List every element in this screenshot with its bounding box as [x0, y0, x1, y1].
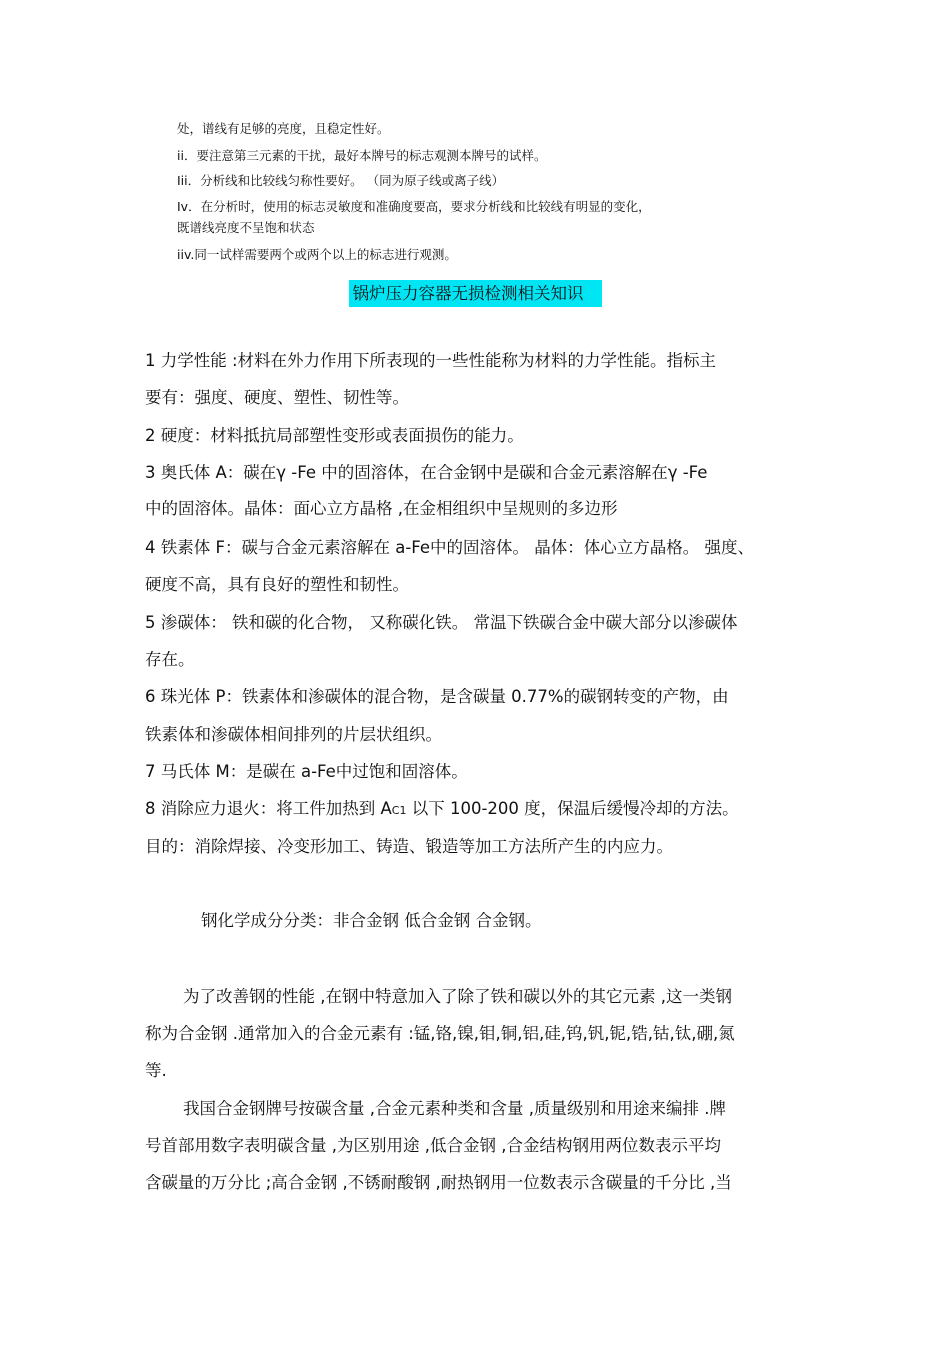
paragraph-line: 等.	[145, 1061, 167, 1080]
body-line: 1 力学性能 :材料在外力作用下所表现的一些性能称为材料的力学性能。指标主	[145, 351, 717, 370]
body-line: 要有：强度、硬度、塑性、韧性等。	[145, 388, 409, 407]
body-line: 5 渗碳体： 铁和碳的化合物， 又称碳化铁。 常温下铁碳合金中碳大部分以渗碳体	[145, 613, 738, 632]
body-line: 铁素体和渗碳体相间排列的片层状组织。	[145, 725, 442, 744]
intro-line: ii．要注意第三元素的干扰，最好本牌号的标志观测本牌号的试样。	[177, 148, 547, 163]
paragraph-line: 含碳量的万分比 ;高合金钢 ,不锈耐酸钢 ,耐热钢用一位数表示含碳量的千分比 ,当	[145, 1173, 732, 1192]
body-line: 7 马氏体 M：是碳在 a-Fe中过饱和固溶体。	[145, 762, 468, 781]
paragraph-line: 我国合金钢牌号按碳含量 ,合金元素种类和含量 ,质量级别和用途来编排 .牌	[183, 1099, 726, 1118]
intro-line: Iii．分析线和比较线匀称性要好。 （同为原子线或离子线）	[177, 173, 505, 188]
body-line: 2 硬度：材料抵抗局部塑性变形或表面损伤的能力。	[145, 426, 524, 445]
body-line: 中的固溶体。晶体：面心立方晶格 ,在金相组织中呈规则的多边形	[145, 499, 618, 518]
body-line: 硬度不高，具有良好的塑性和韧性。	[145, 575, 409, 594]
intro-line: iiv.同一试样需要两个或两个以上的标志进行观测。	[177, 247, 457, 262]
classification-line: 钢化学成分分类：非合金钢 低合金钢 合金钢。	[201, 911, 542, 930]
intro-line: 既谱线亮度不呈饱和状态	[177, 220, 315, 235]
body-line: 6 珠光体 P：铁素体和渗碳体的混合物，是含碳量 0.77%的碳钢转变的产物，由	[145, 687, 729, 706]
paragraph-line: 号首部用数字表明碳含量 ,为区别用途 ,低合金钢 ,合金结构钢用两位数表示平均	[145, 1136, 721, 1155]
body-line: 4 铁素体 F：碳与合金元素溶解在 a-Fe中的固溶体。 晶体：体心立方晶格。 强度、	[145, 538, 755, 557]
intro-line: Iv．在分析时，使用的标志灵敏度和准确度要高，要求分析线和比较线有明显的变化，	[177, 199, 651, 214]
body-line-8	[145, 798, 739, 822]
line8-subscript: C1	[391, 804, 407, 817]
body-line: 存在。	[145, 650, 195, 669]
paragraph-line: 称为合金钢 .通常加入的合金元素有 :锰,铬,镍,钼,铜,铝,硅,钨,钒,铌,锆,钴,钛,硼,氮	[145, 1024, 735, 1043]
line8-before: 8 消除应力退火：将工件加热到 A	[145, 799, 392, 818]
line8-after: 以下 100-200 度，保温后缓慢冷却的方法。	[406, 799, 739, 818]
body-line: 目的：消除焊接、冷变形加工、铸造、锻造等加工方法所产生的内应力。	[145, 837, 673, 856]
section-title: 锅炉压力容器无损检测相关知识	[349, 280, 602, 307]
intro-line: 处，谱线有足够的亮度，且稳定性好。	[177, 121, 390, 136]
section-title-wrap	[0, 280, 950, 307]
paragraph-line: 为了改善钢的性能 ,在钢中特意加入了除了铁和碳以外的其它元素 ,这一类钢	[183, 987, 732, 1006]
body-line: 3 奥氏体 A：碳在γ -Fe 中的固溶体，在合金钢中是碳和合金元素溶解在γ -Fe	[145, 463, 708, 482]
